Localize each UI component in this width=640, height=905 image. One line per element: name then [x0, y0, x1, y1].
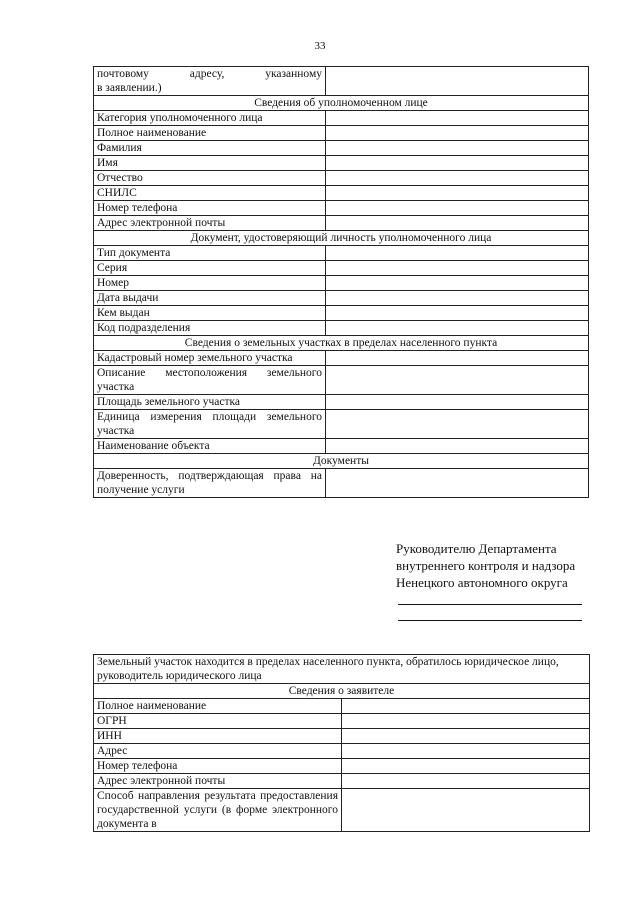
value-cell[interactable] [342, 699, 590, 714]
row-label: Серия [94, 261, 326, 276]
value-cell[interactable] [326, 469, 589, 498]
value-cell[interactable] [326, 201, 589, 216]
table-row [94, 111, 589, 126]
signature-line-2[interactable] [398, 620, 582, 621]
row-label: Номер [94, 276, 326, 291]
section-row [94, 684, 590, 699]
row-label: Площадь земельного участка [94, 395, 326, 410]
value-cell[interactable] [342, 729, 590, 744]
value-cell[interactable] [326, 67, 589, 96]
table-row [94, 321, 589, 336]
row-label: СНИЛС [94, 186, 326, 201]
addressee-line-1: Руководителю Департамента [396, 541, 557, 556]
table-row [94, 759, 590, 774]
value-cell[interactable] [326, 321, 589, 336]
value-cell[interactable] [342, 744, 590, 759]
table-row [94, 774, 590, 789]
row-label: Имя [94, 156, 326, 171]
value-cell[interactable] [326, 246, 589, 261]
page-number: 33 [314, 40, 326, 52]
section-header-documents: Документы [94, 454, 589, 469]
table-row [94, 171, 589, 186]
row-label: Отчество [94, 171, 326, 186]
row-label: Номер телефона [94, 201, 326, 216]
table-row [94, 744, 590, 759]
section-header-identity-document: Документ, удостоверяющий личность уполномоченного лица [94, 231, 589, 246]
table-row [94, 366, 589, 395]
value-cell[interactable] [326, 186, 589, 201]
table-row [94, 351, 589, 366]
header-row [94, 655, 590, 684]
value-cell[interactable] [326, 276, 589, 291]
row-label: Тип документа [94, 246, 326, 261]
table-row [94, 126, 589, 141]
table-row [94, 201, 589, 216]
applicant-table [93, 654, 590, 832]
row-label: Адрес электронной почты [94, 774, 342, 789]
table-row [94, 156, 589, 171]
value-cell[interactable] [326, 291, 589, 306]
row-label: Единица измерения площади земельного участка [94, 410, 326, 439]
value-cell[interactable] [326, 156, 589, 171]
table-row [94, 714, 590, 729]
value-cell[interactable] [326, 410, 589, 439]
table-row [94, 141, 589, 156]
table-row [94, 469, 589, 498]
value-cell[interactable] [342, 789, 590, 832]
row-label: ИНН [94, 729, 342, 744]
row-label: Адрес электронной почты [94, 216, 326, 231]
row-label: Фамилия [94, 141, 326, 156]
row-label: Кем выдан [94, 306, 326, 321]
value-cell[interactable] [326, 306, 589, 321]
row-label: Полное наименование [94, 699, 342, 714]
value-cell[interactable] [326, 126, 589, 141]
value-cell[interactable] [326, 366, 589, 395]
value-cell[interactable] [326, 171, 589, 186]
row-label: Описание местоположения земельного участка [94, 366, 326, 395]
table-row [94, 699, 590, 714]
authorized-person-table [93, 66, 589, 498]
row-label: Дата выдачи [94, 291, 326, 306]
row-label: Наименование объекта [94, 439, 326, 454]
section-header-representative: Сведения об уполномоченном лице [94, 96, 589, 111]
table-row [94, 306, 589, 321]
signature-line-1[interactable] [398, 604, 582, 605]
row-label: ОГРН [94, 714, 342, 729]
table-row [94, 67, 589, 96]
value-cell[interactable] [326, 111, 589, 126]
table-row [94, 216, 589, 231]
row-label: Адрес [94, 744, 342, 759]
section-row [94, 454, 589, 469]
row-label: Кадастровый номер земельного участка [94, 351, 326, 366]
table-row [94, 261, 589, 276]
value-cell[interactable] [326, 216, 589, 231]
table-row [94, 276, 589, 291]
address-continuation-line-2: в заявлении.) [97, 82, 162, 94]
table-row [94, 410, 589, 439]
row-label: Код подразделения [94, 321, 326, 336]
addressee-block [396, 540, 606, 591]
section-header-applicant: Сведения о заявителе [94, 684, 590, 699]
table-row [94, 246, 589, 261]
row-label: Способ направления результата предоставления государственной услуги (в форме электронного документа в [94, 789, 342, 832]
row-label: Полное наименование [94, 126, 326, 141]
addressee-line-2: внутреннего контроля и надзора [396, 558, 576, 573]
value-cell[interactable] [326, 439, 589, 454]
value-cell[interactable] [326, 395, 589, 410]
section-row [94, 96, 589, 111]
value-cell[interactable] [326, 141, 589, 156]
table-row [94, 439, 589, 454]
value-cell[interactable] [326, 351, 589, 366]
value-cell[interactable] [342, 714, 590, 729]
table-row [94, 729, 590, 744]
address-continuation-cell [94, 67, 326, 96]
table-row [94, 291, 589, 306]
value-cell[interactable] [326, 261, 589, 276]
row-label: Категория уполномоченного лица [94, 111, 326, 126]
row-label: Номер телефона [94, 759, 342, 774]
address-continuation-line-1: почтовому адресу, указанному [97, 68, 322, 80]
table-row [94, 186, 589, 201]
table-header-text: Земельный участок находится в пределах населенного пункта, обратилось юридическое лицо, руководитель юридического лица [94, 655, 590, 684]
table-row [94, 395, 589, 410]
row-label: Доверенность, подтверждающая права на получение услуги [94, 469, 326, 498]
value-cell[interactable] [342, 759, 590, 774]
section-row [94, 336, 589, 351]
addressee-line-3: Ненецкого автономного округа [396, 575, 568, 590]
value-cell[interactable] [342, 774, 590, 789]
table-row [94, 789, 590, 832]
section-row [94, 231, 589, 246]
section-header-land-plots: Сведения о земельных участках в пределах населенного пункта [94, 336, 589, 351]
